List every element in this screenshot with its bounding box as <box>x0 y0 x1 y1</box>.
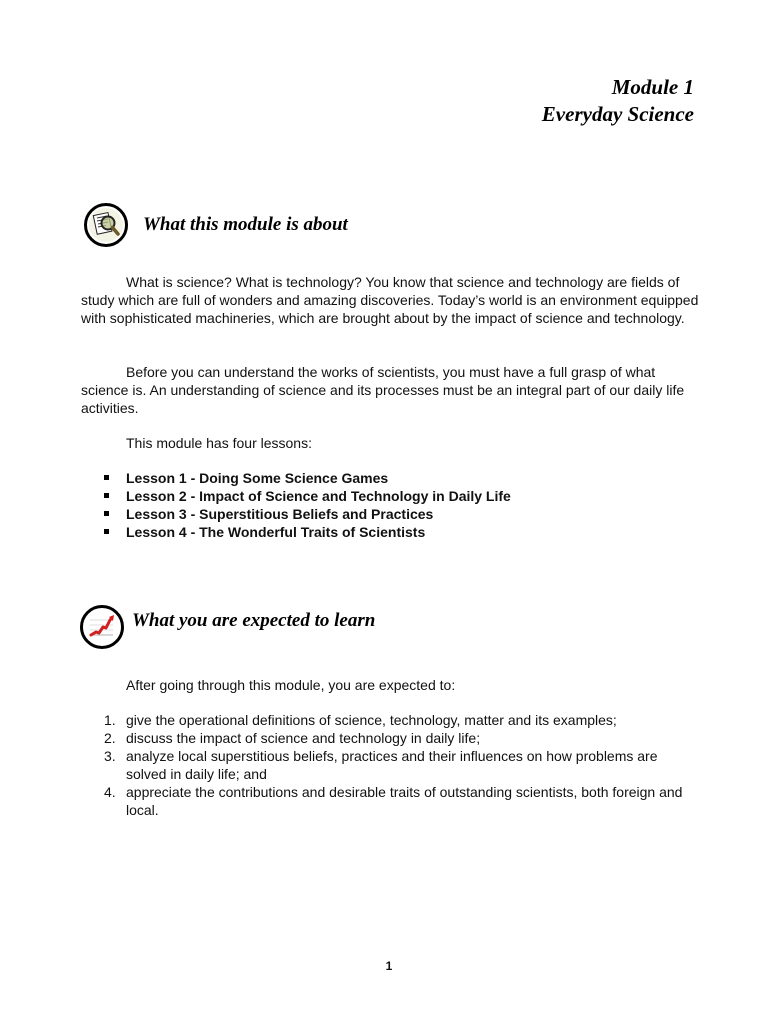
bullet-icon <box>104 529 109 534</box>
module-number: Module 1 <box>611 75 694 99</box>
magnifier-document-icon <box>84 203 128 247</box>
bullet-icon <box>104 475 109 480</box>
page-number: 1 <box>385 959 393 973</box>
list-item: 2. discuss the impact of science and technology in daily life; <box>104 730 481 746</box>
list-item: Lesson 4 - The Wonderful Traits of Scientists <box>104 523 511 541</box>
objectives-list <box>104 711 700 819</box>
bullet-icon <box>104 511 109 516</box>
list-item: 3. analyze local superstitious beliefs, practices and their influences on how problems are solved in daily life; and <box>104 748 658 782</box>
list-item: 4. appreciate the contributions and desirable traits of outstanding scientists, both foreign and local. <box>104 784 683 818</box>
bullet-icon <box>104 493 109 498</box>
rising-chart-icon <box>80 605 124 649</box>
list-item: Lesson 2 - Impact of Science and Technology in Daily Life <box>104 487 511 505</box>
section-heading-about: What this module is about <box>143 214 348 235</box>
list-item: 1. give the operational definitions of science, technology, matter and its examples; <box>104 712 617 728</box>
list-item: Lesson 1 - Doing Some Science Games <box>104 469 511 487</box>
about-paragraph-3: This module has four lessons: <box>126 435 312 451</box>
about-paragraph-1: What is science? What is technology? You know that science and technology are fields of study which are full of wonders and amazing discoveries. Today’s world is an environment equipped with sophisticated machineries, which are brought about by the impact of science and technology. <box>81 274 699 326</box>
learn-intro: After going through this module, you are expected to: <box>126 677 456 693</box>
module-header <box>542 74 694 128</box>
module-title: Everyday Science <box>541 102 694 126</box>
list-item: Lesson 3 - Superstitious Beliefs and Practices <box>104 505 511 523</box>
section-heading-learn: What you are expected to learn <box>132 610 376 631</box>
about-paragraph-2: Before you can understand the works of scientists, you must have a full grasp of what science is. An understanding of science and its processes must be an integral part of our daily life activities. <box>81 364 685 416</box>
lesson-list <box>104 469 511 541</box>
